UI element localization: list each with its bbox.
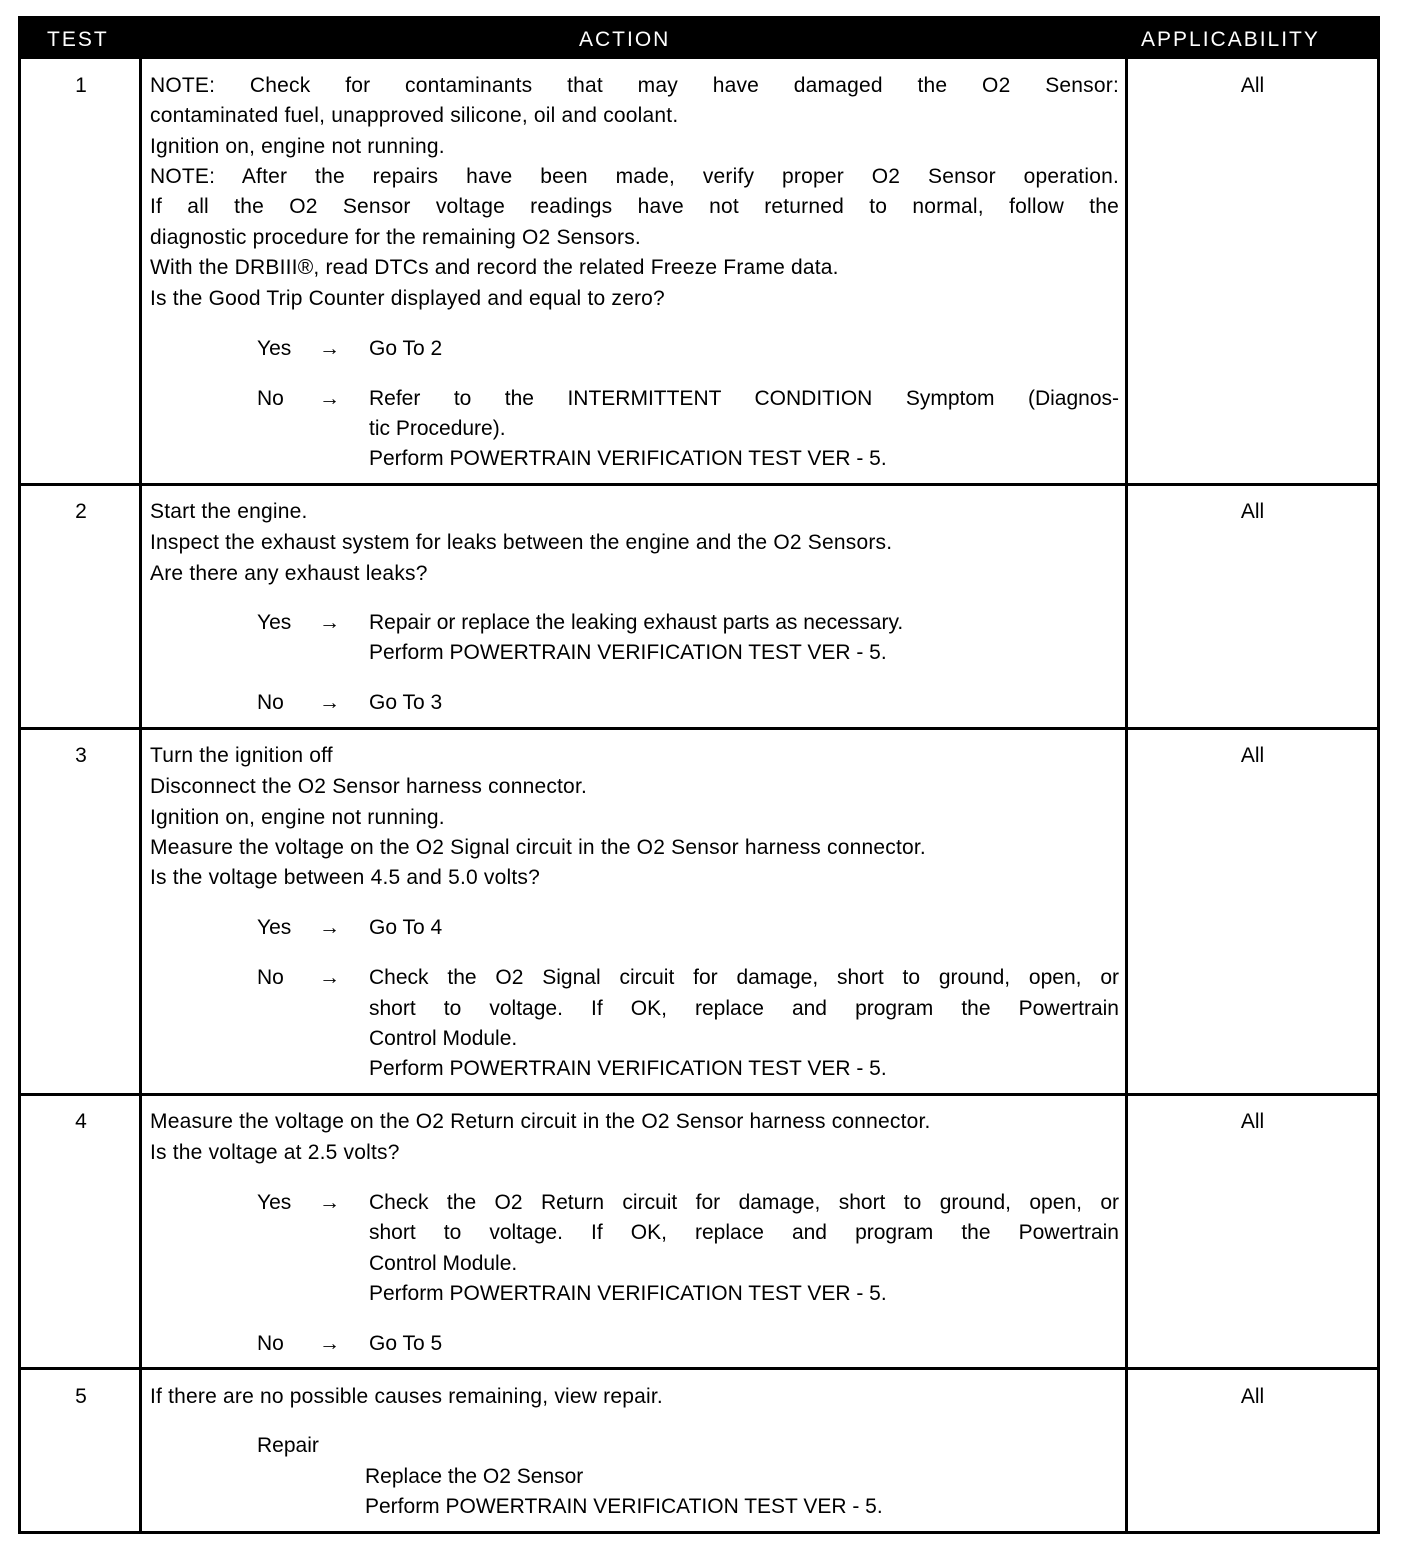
action-line: Disconnect the O2 Sensor harness connector. (150, 775, 588, 798)
test-number: 1 (75, 74, 87, 97)
result-line: Go To 3 (369, 691, 443, 714)
result-line: Perform POWERTRAIN VERIFICATION TEST VER - 5. (369, 1282, 887, 1305)
applicability: All (1240, 1110, 1265, 1133)
repair-label: Repair (257, 1434, 319, 1457)
no-label: No (257, 1332, 284, 1355)
result-line: Go To 5 (369, 1332, 443, 1355)
action-line: Turn the ignition off (150, 744, 333, 767)
diagnostic-table (18, 16, 1380, 1534)
test-number: 2 (75, 500, 87, 523)
arrow-icon: → (319, 916, 340, 939)
no-label: No (257, 387, 284, 410)
action-line: contaminated fuel, unapproved silicone, oil and coolant. (150, 104, 679, 127)
result-line: Control Module. (369, 1252, 518, 1275)
column-divider (139, 59, 142, 1534)
arrow-icon: → (319, 387, 340, 410)
no-label: No (257, 966, 284, 989)
action-line: Ignition on, engine not running. (150, 135, 445, 158)
arrow-icon: → (319, 1332, 340, 1355)
yes-label: Yes (257, 916, 292, 939)
result-line: Perform POWERTRAIN VERIFICATION TEST VER - 5. (369, 447, 887, 470)
result-line: Go To 4 (369, 916, 443, 939)
action-line: Measure the voltage on the O2 Return circuit in the O2 Sensor harness connector. (150, 1110, 931, 1133)
action-line: Is the voltage at 2.5 volts? (150, 1141, 400, 1164)
result-line: Refer to the INTERMITTENT CONDITION Symptom (Diagnos- (369, 387, 1119, 410)
repair-line: Perform POWERTRAIN VERIFICATION TEST VER - 5. (365, 1495, 883, 1518)
header-action: ACTION (579, 28, 671, 51)
result-line: Perform POWERTRAIN VERIFICATION TEST VER - 5. (369, 641, 887, 664)
column-divider (1125, 59, 1128, 1534)
arrow-icon: → (319, 337, 340, 360)
row-divider (21, 1367, 1377, 1370)
applicability: All (1240, 1385, 1265, 1408)
test-number: 4 (75, 1110, 87, 1133)
arrow-icon: → (319, 611, 340, 634)
result-line: Check the O2 Signal circuit for damage, short to ground, open, or (369, 966, 1119, 989)
result-line: Control Module. (369, 1027, 518, 1050)
action-line: Ignition on, engine not running. (150, 806, 445, 829)
action-line: With the DRBIII®, read DTCs and record the related Freeze Frame data. (150, 256, 839, 279)
row-divider (21, 483, 1377, 486)
yes-label: Yes (257, 611, 292, 634)
arrow-icon: → (319, 691, 340, 714)
action-line: If all the O2 Sensor voltage readings have not returned to normal, follow the (150, 195, 1119, 218)
action-line: Is the Good Trip Counter displayed and equal to zero? (150, 287, 665, 310)
table-header (21, 19, 1377, 59)
action-line: Start the engine. (150, 500, 308, 523)
applicability: All (1240, 500, 1265, 523)
row-divider (21, 727, 1377, 730)
test-number: 3 (75, 744, 87, 767)
action-line: Is the voltage between 4.5 and 5.0 volts? (150, 866, 540, 889)
result-line: tic Procedure). (369, 417, 506, 440)
yes-label: Yes (257, 337, 292, 360)
action-line: NOTE: Check for contaminants that may have damaged the O2 Sensor: (150, 74, 1119, 97)
test-number: 5 (75, 1385, 87, 1408)
applicability: All (1240, 74, 1265, 97)
result-line: Check the O2 Return circuit for damage, short to ground, open, or (369, 1191, 1119, 1214)
result-line: short to voltage. If OK, replace and program the Powertrain (369, 997, 1119, 1020)
result-line: short to voltage. If OK, replace and program the Powertrain (369, 1221, 1119, 1244)
result-line: Perform POWERTRAIN VERIFICATION TEST VER - 5. (369, 1057, 887, 1080)
action-line: If there are no possible causes remaining, view repair. (150, 1385, 663, 1408)
action-line: diagnostic procedure for the remaining O2 Sensors. (150, 226, 641, 249)
result-line: Go To 2 (369, 337, 443, 360)
yes-label: Yes (257, 1191, 292, 1214)
row-divider (21, 1093, 1377, 1096)
applicability: All (1240, 744, 1265, 767)
action-line: Are there any exhaust leaks? (150, 562, 428, 585)
header-applicability: APPLICABILITY (1141, 28, 1320, 51)
repair-line: Replace the O2 Sensor (365, 1465, 584, 1488)
action-line: NOTE: After the repairs have been made, verify proper O2 Sensor operation. (150, 165, 1119, 188)
arrow-icon: → (319, 1191, 340, 1214)
arrow-icon: → (319, 966, 340, 989)
action-line: Inspect the exhaust system for leaks between the engine and the O2 Sensors. (150, 531, 893, 554)
no-label: No (257, 691, 284, 714)
result-line: Repair or replace the leaking exhaust parts as necessary. (369, 611, 904, 634)
action-line: Measure the voltage on the O2 Signal circuit in the O2 Sensor harness connector. (150, 836, 926, 859)
header-test: TEST (47, 28, 109, 51)
